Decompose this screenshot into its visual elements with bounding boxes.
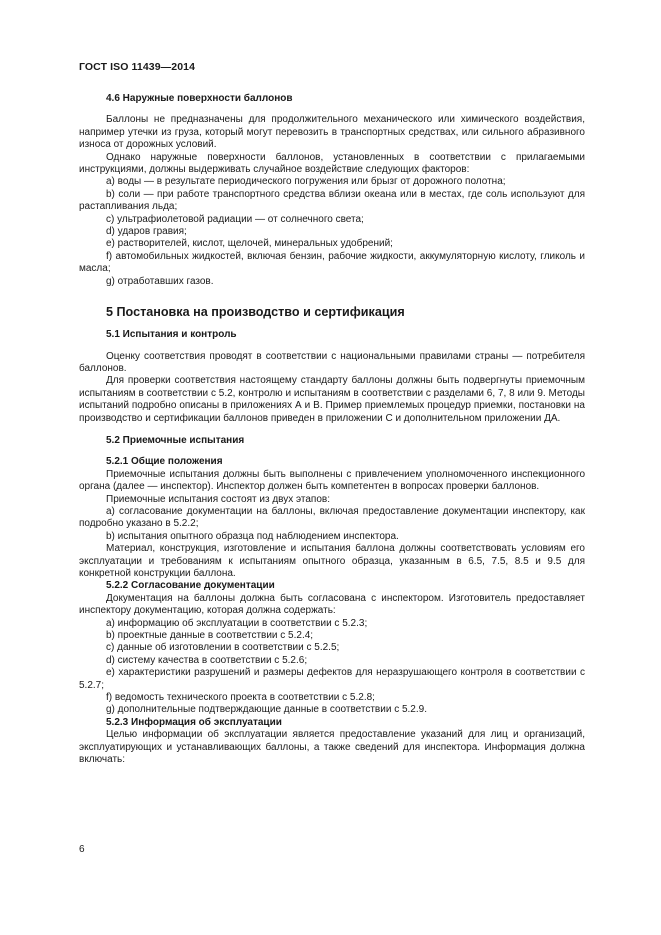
- page-number: 6: [79, 844, 85, 855]
- list-item: а) воды — в результате периодического погружения или брызг от дорожного полотна;: [106, 176, 506, 188]
- paragraph: Материал, конструкция, изготовление и испытания баллона должны соответствовать условиям его эксплуатации и требованиям к испытаниям опытного образца, указанным в 6.5, 7.5, 8.5 и 9.5 для конкретной конструкции баллона.: [79, 543, 585, 579]
- list-item: f) автомобильных жидкостей, включая бензин, рабочие жидкости, аккумуляторную кислоту, гликоль и масла;: [79, 250, 585, 275]
- page-content: [79, 93, 585, 767]
- section-4-6-heading: 4.6 Наружные поверхности баллонов: [106, 93, 293, 104]
- running-header: ГОСТ ISO 11439—2014: [79, 61, 196, 73]
- list-item: а) согласование документации на баллоны, включая предоставление документации инспектору, как подробно указано в 5.2.2;: [79, 505, 585, 530]
- section-5-heading: 5 Постановка на производство и сертификация: [106, 305, 405, 320]
- paragraph: Оценку соответствия проводят в соответствии с национальными правилами страны — потребителя баллонов.: [79, 350, 585, 374]
- list-item: b) проектные данные в соответствии с 5.2.4;: [106, 630, 314, 642]
- paragraph: Целью информации об эксплуатации является предоставление указаний для лиц и организаций, эксплуатирующих и устанавливающих баллоны, а также сведений для инспектора. Информация должна включать:: [79, 729, 585, 766]
- paragraph: Однако наружные поверхности баллонов, установленных в соответствии с прилагаемыми инструкциями, должны выдерживать случайное воздействие следующих факторов:: [79, 151, 585, 176]
- list-item: а) информацию об эксплуатации в соответствии с 5.2.3;: [106, 617, 368, 629]
- paragraph: Баллоны не предназначены для продолжительного механического или химического воздействия, например утечки из груза, который могут перевозить в транспортных средствах, или сильного абразивного износа от дорожных условий.: [79, 114, 585, 151]
- paragraph: Приемочные испытания должны быть выполнены с привлечением уполномоченного инспекционного органа (далее — инспектор). Инспектор должен быть компетентен в вопросах проверки баллонов.: [79, 468, 585, 493]
- list-item: с) данные об изготовлении в соответствии с 5.2.5;: [106, 642, 340, 654]
- list-item: b) соли — при работе транспортного средства вблизи океана или в местах, где соль используют для растапливания льда;: [79, 188, 585, 213]
- section-5-2-1-heading: 5.2.1 Общие положения: [106, 456, 223, 468]
- list-item: d) ударов гравия;: [106, 226, 187, 238]
- list-item: b) испытания опытного образца под наблюдением инспектора.: [106, 530, 399, 542]
- paragraph: Приемочные испытания состоят из двух этапов:: [106, 493, 331, 505]
- list-item: f) ведомость технического проекта в соответствии с 5.2.8;: [106, 692, 375, 704]
- list-item: g) дополнительные подтверждающие данные в соответствии с 5.2.9.: [106, 704, 427, 716]
- list-item: d) систему качества в соответствии с 5.2.6;: [106, 654, 308, 666]
- list-item: g) отработавших газов.: [106, 275, 214, 287]
- list-item: с) ультрафиолетовой радиации — от солнечного света;: [106, 213, 364, 225]
- section-5-2-2-heading: 5.2.2 Согласование документации: [106, 580, 275, 592]
- paragraph: Документация на баллоны должна быть согласована с инспектором. Изготовитель предоставляет инспектору документацию, которая должна содержать:: [79, 592, 585, 617]
- section-5-1-heading: 5.1 Испытания и контроль: [106, 329, 237, 341]
- section-5-2-3-heading: 5.2.3 Информация об эксплуатации: [106, 716, 282, 728]
- paragraph: Для проверки соответствия настоящему стандарту баллоны должны быть подвергнуты приемочным испытаниям в соответствии с 5.2, контролю и испытаниям в соответствии с разделами 6, 7, 8 или 9. Методы испытаний подробно описаны в приложениях А и В. Пример приемлемых процедур приемки, постановки на производство и сертификации баллонов приведен в приложении С и дополнительном приложении ДА.: [79, 375, 585, 424]
- list-item: е) характеристики разрушений и размеры дефектов для неразрушающего контроля в соответствии с 5.2.7;: [79, 667, 585, 691]
- list-item: е) растворителей, кислот, щелочей, минеральных удобрений;: [106, 238, 393, 250]
- section-5-2-heading: 5.2 Приемочные испытания: [106, 434, 245, 446]
